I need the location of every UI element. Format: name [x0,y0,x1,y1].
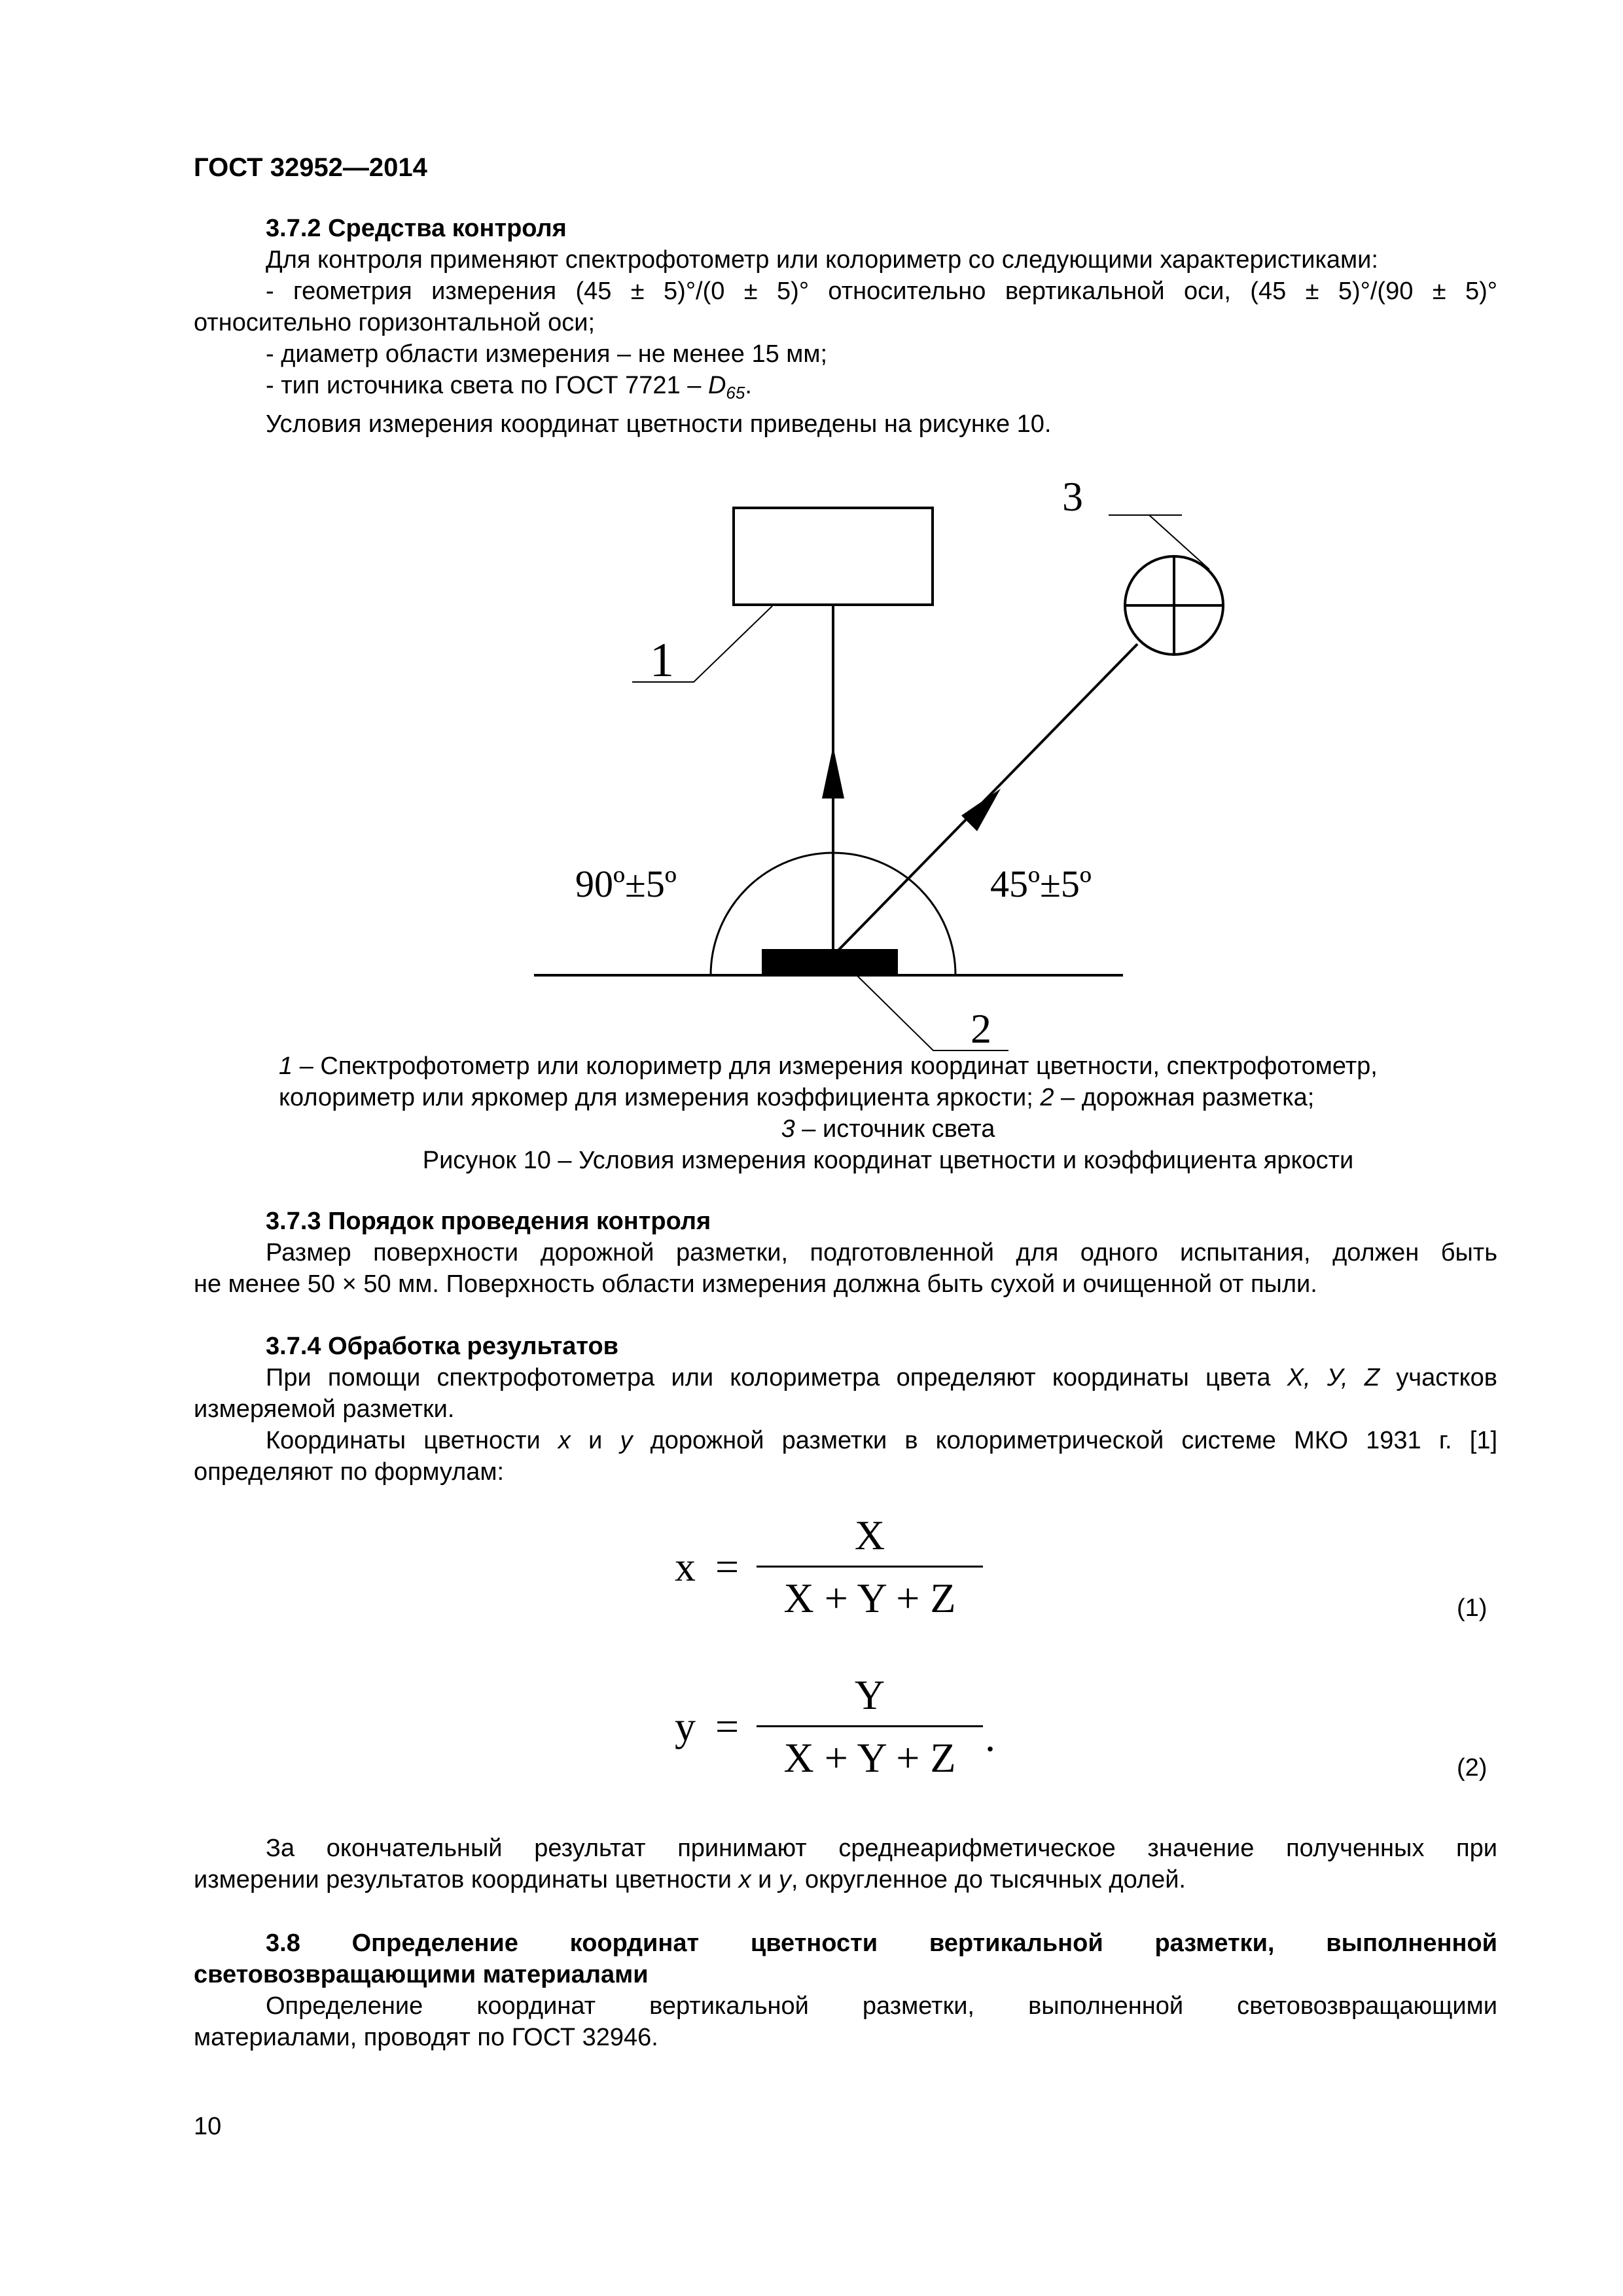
downward-arrow [961,789,1001,831]
paragraph-line: Координаты цветности x и y дорожной разметки в колориметрической системе МКО 1931 г. [1] [266,1427,1498,1454]
paragraph-line: Размер поверхности дорожной разметки, подготовленной для одного испытания, должен быть [266,1239,1497,1266]
section-3-8 [194,1928,1497,2053]
page-number: 10 [194,2113,222,2140]
upward-arrow [822,746,844,798]
section-title: 3.7.4 Обработка результатов [266,1333,619,1360]
callout-label-3: 3 [1062,473,1083,520]
list-item: - геометрия измерения (45 ± 5)°/(0 ± 5)° относительно вертикальной оси, (45 ± 5)°/(90 ± 5)° [266,278,1497,305]
section-title: 3.7.3 Порядок проведения контроля [266,1208,711,1235]
list-item: - тип источника света по ГОСТ $7721 - D_{65}$. [266,372,752,403]
list-item-continuation: относительно горизонтальной оси; [194,309,596,336]
paragraph: Для контроля применяют спектрофотометр или колориметр со следующими характеристиками: [266,246,1378,274]
road-marking-sample [762,949,898,975]
callout-label-2: 2 [971,1005,991,1052]
section-title-continuation: световозвращающими материалами [194,1961,649,1988]
section-3-7-4 [194,1331,1497,1488]
section-3-7-3 [194,1206,1497,1300]
paragraph-line: При помощи спектрофотометра или колориметра определяют координаты цвета X, У, Z участков [266,1364,1497,1391]
spectrophotometer-box [734,508,933,605]
paragraph-line: определяют по формулам: [194,1458,505,1486]
paragraph-line: не менее 50 × 50 мм. Поверхность области измерения должна быть сухой и очищенной от пыли. [194,1270,1317,1298]
paragraph-line: измеряемой разметки. [194,1395,455,1423]
section-3-7-2 [194,213,1497,440]
section-title: 3.8 Определение координат цветности вертикальной разметки, выполненной [266,1929,1497,1957]
angle-label-left: 90º±5º [575,863,677,905]
figure-reference: Условия измерения координат цветности приведены на рисунке 10. [266,410,1052,438]
figure-caption: Рисунок 10 – Условия измерения координат цветности и коэффициента яркости [422,1147,1354,1174]
figure-10-diagram [194,452,1497,1054]
callout-label-1: 1 [650,634,674,687]
paragraph-line: Определение координат вертикальной разметки, выполненной световозвращающими [266,1992,1497,2020]
document-header: ГОСТ 32952—2014 [194,153,427,182]
figure-legend: 1 – Спектрофотометр или колориметр для измерения координат цветности, спектрофотометр, колориметр или яркомер для измерения коэффициента яркости; 2 – дорожная разметка; 3 – источник света Рисунок 10 – Условия измерения координат цветности и коэффициента яркости [194,1050,1497,1176]
paragraph-line: материалами, проводят по ГОСТ 32946. [194,2024,658,2051]
list-item: - диаметр области измерения – не менее 15 мм; [266,340,828,368]
formula-number-1: (1) [1457,1594,1488,1622]
angle-label-right: 45º±5º [990,863,1092,905]
section-title: 3.7.2 Средства контроля [266,215,567,242]
result-paragraph: За окончательный результат принимают среднеарифметическое значение полученных при измерении результатов координаты цветности x и y, округленное до тысячных долей. [194,1835,1497,1893]
formula-number-2: (2) [1457,1754,1488,1782]
